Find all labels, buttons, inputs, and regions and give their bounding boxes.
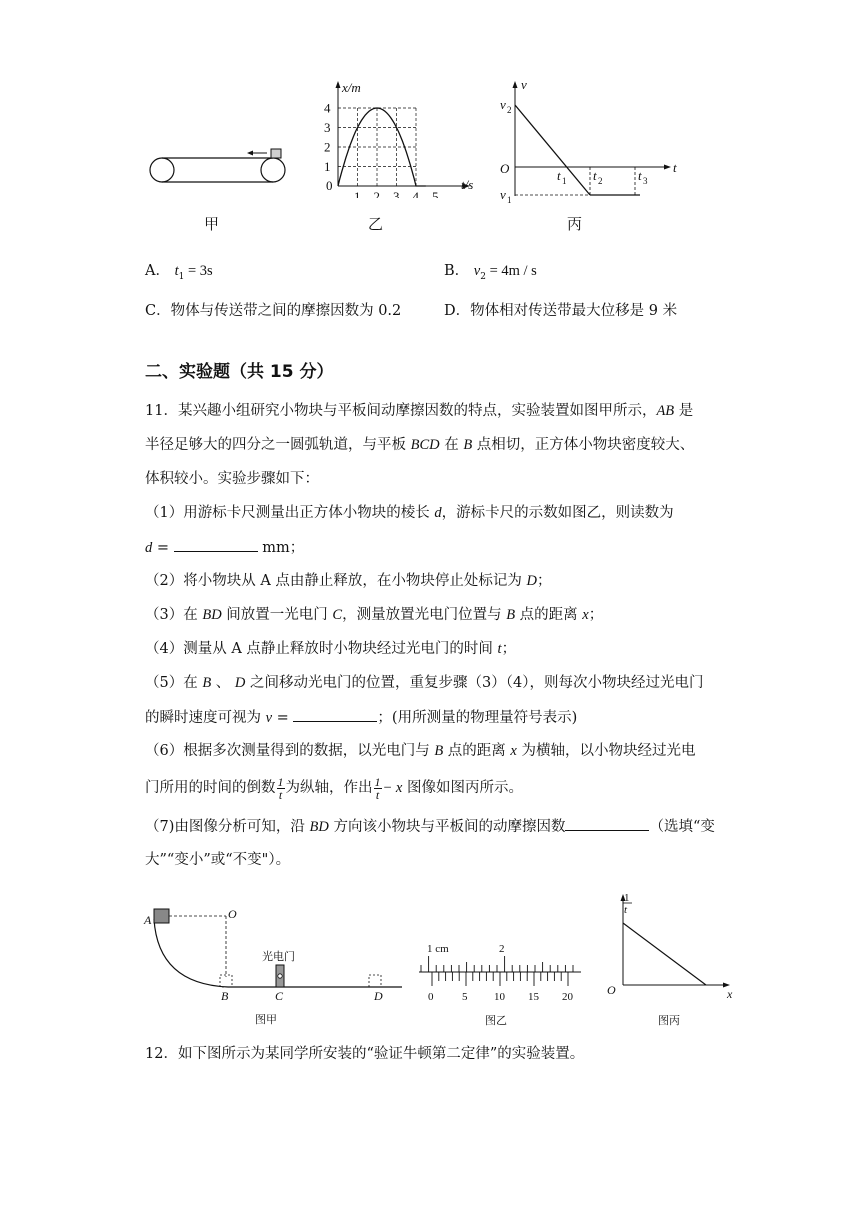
vernier-main-2: 2 bbox=[499, 943, 505, 955]
answer-blank-d[interactable] bbox=[174, 537, 258, 552]
option-a-prefix: A． bbox=[145, 263, 170, 279]
vt-chart bbox=[495, 78, 695, 208]
xt-y-tick-label: 4 bbox=[324, 100, 331, 116]
option-b-prefix: B． bbox=[444, 263, 470, 279]
xt-y-tick-label: 3 bbox=[324, 120, 331, 135]
figure-bing-vt-graph bbox=[495, 78, 695, 240]
xt-x-tick-label: 4 bbox=[412, 189, 419, 198]
figure-bottom-yi bbox=[415, 938, 585, 1030]
xt-x-tick-label: 3 bbox=[393, 189, 400, 198]
jia-O: O bbox=[228, 907, 237, 921]
figure-yi-label: 乙 bbox=[368, 215, 384, 233]
vt-v2-sub: 2 bbox=[507, 105, 512, 115]
q11-line-3: 体积较小。实验步骤如下： bbox=[145, 471, 319, 487]
q11-line-1: 11．某兴趣小组研究小物块与平板间动摩擦因数的特点，实验装置如图甲所示，AB 是 bbox=[145, 403, 694, 419]
option-a-var: t bbox=[174, 263, 179, 279]
q11-step-2: （2）将小物块从 A 点由静止释放，在小物块停止处标记为 D； bbox=[145, 573, 552, 589]
xt-x-axis-label: t/s bbox=[461, 177, 474, 192]
vernier-caliper bbox=[415, 938, 585, 1030]
option-b-sub: 2 bbox=[480, 271, 486, 282]
figure-yi-xt-graph bbox=[318, 78, 488, 240]
q12-text: 12．如下图所示为某同学所安装的“验证牛顿第二定律”的实验装置。 bbox=[145, 1046, 585, 1062]
jia-B: B bbox=[221, 989, 229, 1003]
jia-C: C bbox=[275, 989, 284, 1003]
vt-v2: v bbox=[500, 97, 506, 112]
vernier-tick-20: 20 bbox=[562, 991, 573, 1003]
bing-caption: 图丙 bbox=[658, 1014, 680, 1027]
vt-v-label: v bbox=[521, 78, 527, 92]
xt-x-tick-label: 2 bbox=[373, 189, 380, 198]
q11-step-5: （5）在 B 、 D 之间移动光电门的位置，重复步骤（3）（4），则每次小物块经过光电门 bbox=[145, 675, 704, 691]
q11-step-4: （4）测量从 A 点静止释放时小物块经过光电门的时间 t； bbox=[145, 641, 517, 657]
vt-t3-sub: 3 bbox=[643, 176, 648, 186]
option-b[interactable] bbox=[444, 259, 537, 282]
vt-t2-sub: 2 bbox=[598, 176, 603, 186]
answer-blank-v[interactable] bbox=[293, 707, 377, 722]
q11-step-3: （3）在 BD 间放置一光电门 C，测量放置光电门位置与 B 点的距离 x； bbox=[145, 607, 604, 623]
q11-step-1: （1）用游标卡尺测量出正方体小物块的棱长 d，游标卡尺的示数如图乙，则读数为 bbox=[145, 505, 674, 521]
q11-step-7-cont: 大”“变小”或“不变"）。 bbox=[145, 852, 291, 868]
xt-x-tick-label: 1 bbox=[354, 189, 361, 198]
inverse-t-fraction-2: $\frac{1}{t}$ bbox=[374, 774, 381, 802]
section-heading: 二、实验题（共 15 分） bbox=[145, 362, 334, 382]
vt-v1-sub: 1 bbox=[507, 195, 512, 205]
bing-origin: O bbox=[607, 983, 616, 997]
jia-caption: 图甲 bbox=[255, 1013, 277, 1026]
vt-t3: t bbox=[638, 168, 642, 183]
jia-D: D bbox=[374, 989, 383, 1003]
figure-jia-label: 甲 bbox=[204, 215, 220, 233]
vt-origin: O bbox=[500, 161, 510, 176]
bing-y-num: 1 bbox=[624, 892, 630, 904]
vernier-tick-15: 15 bbox=[528, 991, 539, 1003]
vt-t-label: t bbox=[673, 160, 677, 175]
inverse-t-fraction-1: $\frac{1}{t}$ bbox=[277, 774, 284, 802]
figure-bottom-jia bbox=[140, 904, 410, 1029]
xt-x-tick-label: 5 bbox=[432, 189, 439, 198]
q11-step-6-cont: 门所用的时间的倒数 $\frac{1}{t}$ 为纵轴，作出 $\frac{1}{t}$ − x 图像如图丙所示。 bbox=[145, 774, 523, 802]
vernier-ticks bbox=[421, 956, 573, 986]
xt-y-tick-label: 2 bbox=[324, 139, 331, 155]
xt-y-tick-label: 1 bbox=[324, 159, 331, 174]
vernier-unit: 1 cm bbox=[427, 943, 449, 955]
yi-caption: 图乙 bbox=[485, 1014, 507, 1027]
inverse-t-x-chart bbox=[598, 888, 743, 1030]
figure-bing-label: 丙 bbox=[567, 215, 583, 233]
figure-bottom-bing bbox=[598, 888, 743, 1030]
q11-line-2: 半径足够大的四分之一圆弧轨道，与平板 BCD 在 B 点相切，正方体小物块密度较大、 bbox=[145, 437, 695, 453]
xt-chart bbox=[318, 78, 488, 198]
vernier-tick-10: 10 bbox=[494, 991, 505, 1003]
answer-blank-mu[interactable] bbox=[565, 816, 649, 831]
xt-x-tick-label: 0 bbox=[326, 178, 333, 193]
vt-t1: t bbox=[557, 168, 561, 183]
bing-y-den: t bbox=[624, 904, 628, 916]
bing-x-label: x bbox=[727, 987, 733, 1001]
option-b-value: = 4m / s bbox=[485, 263, 537, 279]
option-d[interactable]: D．物体相对传送带最大位移是 9 米 bbox=[444, 303, 678, 319]
vernier-tick-0: 0 bbox=[428, 991, 434, 1003]
q11-step-5-answer: 的瞬时速度可视为 v = ；(用所测量的物理量符号表示) bbox=[145, 707, 577, 728]
q11-step-7: （7)由图像分析可知，沿 BD 方向该小物块与平板间的动摩擦因数 （选填“变 bbox=[145, 816, 715, 837]
jia-A: A bbox=[144, 913, 152, 927]
q11-step-6: （6）根据多次测量得到的数据，以光电门与 B 点的距离 x 为横轴，以小物块经过光电 bbox=[145, 743, 696, 759]
vt-v1: v bbox=[500, 187, 506, 202]
jia-gate-label: 光电门 bbox=[262, 950, 295, 963]
option-a-value: = 3s bbox=[184, 263, 213, 279]
option-a[interactable] bbox=[145, 259, 213, 282]
figure-jia-conveyor bbox=[145, 140, 290, 235]
q11-step-1-answer: d = mm； bbox=[145, 537, 304, 558]
vt-t1-sub: 1 bbox=[562, 176, 567, 186]
option-b-var: v bbox=[473, 263, 481, 279]
xt-curve bbox=[338, 108, 426, 186]
xt-y-axis-label: x/m bbox=[342, 80, 361, 95]
option-c[interactable]: C．物体与传送带之间的摩擦因数为 0.2 bbox=[145, 303, 402, 319]
track-diagram bbox=[140, 904, 410, 1029]
xt-ticks bbox=[324, 101, 439, 199]
option-a-sub: 1 bbox=[178, 271, 185, 282]
vernier-tick-5: 5 bbox=[462, 991, 468, 1003]
vt-t2: t bbox=[593, 168, 597, 183]
